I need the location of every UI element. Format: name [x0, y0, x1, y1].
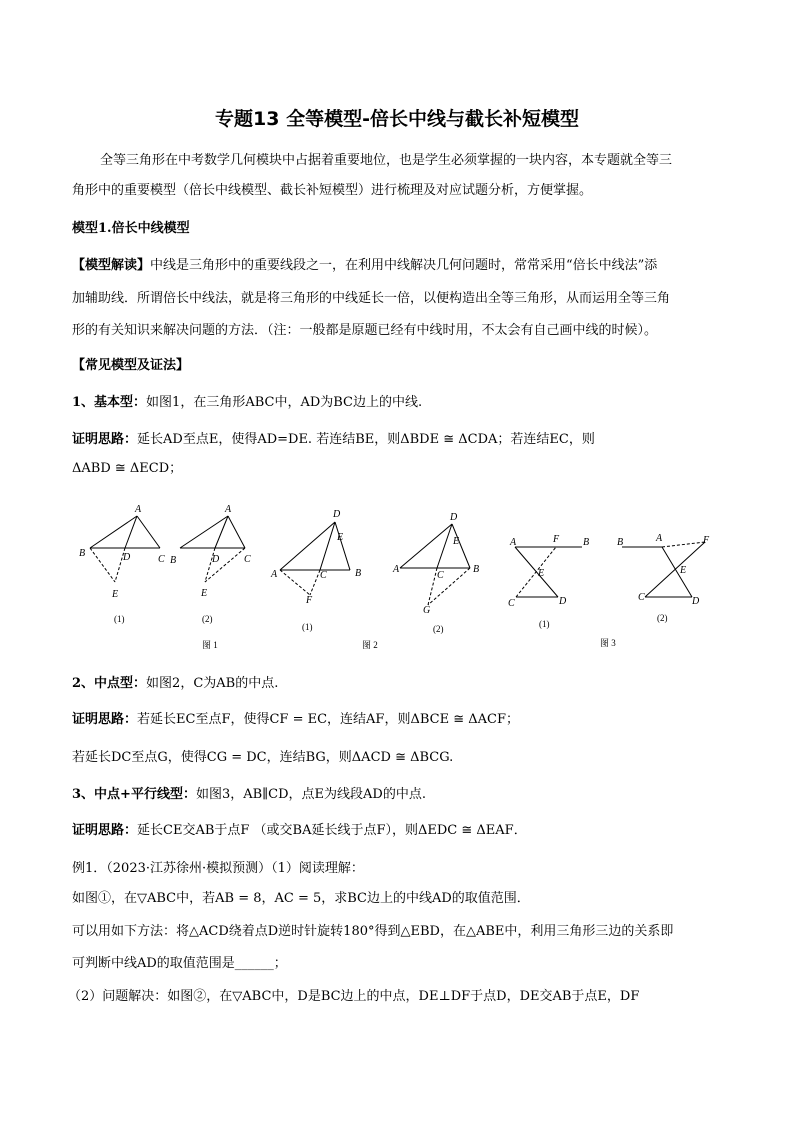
midpoint-type-line — [72, 675, 278, 693]
model-explain-line-1 — [72, 257, 657, 275]
svg-text:A: A — [271, 569, 278, 580]
intro-line-2: 角形中的重要模型（倍长中线模型、截长补短模型）进行梳理及对应试题分析，方便掌握。 — [72, 183, 593, 198]
basic-proof-line-1 — [72, 431, 595, 449]
parallel-proof-text: 延长CE交AB于点F （或交BA延长线于点F），则ΔEDC ≅ ΔEAF． — [137, 823, 527, 838]
model-explain-tag: 【模型解读】 — [72, 258, 151, 273]
svg-text:D: D — [333, 509, 341, 520]
fig3-sub1: (1) — [539, 619, 550, 629]
midpoint-proof-line-2: 若延长DC至点G，使得CG = DC，连结BG，则ΔACD ≅ ΔBCG. — [72, 750, 454, 765]
svg-text:E: E — [201, 588, 208, 599]
svg-text:C: C — [158, 554, 165, 565]
example-line-4: （2）问题解决：如图②，在▽ABC中，D是BC边上的中点，DE⊥DF于点D，DE交AB于点E，DF — [68, 989, 640, 1004]
svg-text:F: F — [306, 595, 313, 606]
svg-text:C: C — [244, 554, 251, 565]
svg-text:D: D — [450, 512, 458, 523]
svg-text:E: E — [538, 568, 545, 579]
svg-text:G: G — [423, 605, 431, 616]
parallel-type-line — [72, 786, 426, 804]
basic-proof-line-2: ΔABD ≅ ΔECD； — [72, 461, 183, 476]
svg-text:F: F — [553, 534, 560, 545]
common-models-heading: 【常见模型及证法】 — [72, 358, 190, 373]
model-explain-line-2: 加辅助线．所谓倍长中线法，就是将三角形的中线延长一倍，以便构造出全等三角形，从而运用全等三角 — [72, 291, 671, 306]
svg-text:D: D — [123, 552, 131, 563]
basic-type-line — [72, 394, 422, 412]
svg-text:B: B — [170, 555, 177, 566]
example-line-2: 可以用如下方法：将△ACD绕着点D逆时针旋转180°得到△EBD，在△ABE中，利用三角形三边的关系即 — [72, 924, 674, 939]
midpoint-type-text: 如图2，C为AB的中点. — [146, 676, 279, 691]
svg-text:B: B — [583, 537, 590, 548]
svg-text:E: E — [112, 589, 119, 600]
fig2-sub2: (2) — [433, 624, 444, 634]
svg-text:E: E — [680, 565, 687, 576]
model-figures — [0, 495, 794, 660]
model-explain-line-3: 形的有关知识来解决问题的方法．（注：一般都是原题已经有中线时用，不太会有自己画中线的时候）。 — [72, 323, 658, 338]
svg-text:B: B — [617, 537, 624, 548]
fig1-sub2: (2) — [202, 614, 213, 624]
svg-text:B: B — [79, 548, 86, 559]
fig3-caption: 图 3 — [600, 638, 616, 648]
parallel-type-text: 如图3，AB∥CD，点E为线段AD的中点. — [195, 787, 426, 802]
parallel-proof-line — [72, 822, 527, 840]
example-line-3: 可判断中线AD的取值范围是______； — [72, 956, 287, 971]
fig2-sub1: (1) — [302, 622, 313, 632]
fig2-caption: 图 2 — [362, 640, 378, 650]
svg-text:D: D — [692, 596, 700, 607]
model-explain-text: 中线是三角形中的重要线段之一，在利用中线解决几何问题时，常常采用“倍长中线法”添 — [150, 258, 658, 273]
svg-text:E: E — [453, 536, 460, 547]
midpoint-type-label: 2、中点型： — [72, 676, 147, 691]
midpoint-proof-text: 若延长EC至点F，使得CF = EC，连结AF，则ΔBCE ≅ ΔACF； — [137, 712, 519, 727]
parallel-proof-label: 证明思路： — [72, 823, 138, 838]
model1-heading: 模型1.倍长中线模型 — [72, 221, 190, 236]
fig3-sub2: (2) — [657, 613, 668, 623]
example-heading: 例1．（2023·江苏徐州·模拟预测）（1）阅读理解： — [72, 861, 364, 876]
svg-text:D: D — [212, 554, 220, 565]
svg-text:D: D — [559, 596, 567, 607]
svg-text:A: A — [225, 504, 232, 515]
svg-text:A: A — [393, 564, 400, 575]
svg-text:C: C — [638, 592, 645, 603]
basic-type-label: 1、基本型： — [72, 395, 147, 410]
svg-text:E: E — [337, 532, 344, 543]
parallel-type-label: 3、中点+平行线型： — [72, 787, 196, 802]
svg-text:B: B — [355, 568, 362, 579]
page-title: 专题13 全等模型-倍长中线与截长补短模型 — [215, 108, 579, 130]
basic-proof-label: 证明思路： — [72, 432, 138, 447]
basic-proof-text: 延长AD至点E，使得AD=DE. 若连结BE，则ΔBDE ≅ ΔCDA；若连结EC，则 — [137, 432, 595, 447]
midpoint-proof-line-1 — [72, 711, 519, 729]
svg-text:A: A — [135, 504, 142, 515]
svg-text:A: A — [510, 537, 517, 548]
basic-type-text: 如图1，在三角形ABC中，AD为BC边上的中线. — [146, 395, 423, 410]
svg-text:C: C — [508, 598, 515, 609]
svg-text:A: A — [656, 533, 663, 544]
svg-text:B: B — [473, 564, 480, 575]
svg-text:F: F — [703, 535, 710, 546]
fig1-sub1: (1) — [114, 614, 125, 624]
intro-line-1: 全等三角形在中考数学几何模块中占据着重要地位，也是学生必须掌握的一块内容，本专题就全等三 — [100, 153, 673, 168]
svg-text:C: C — [437, 570, 444, 581]
svg-text:C: C — [320, 570, 327, 581]
fig1-caption: 图 1 — [202, 640, 218, 650]
midpoint-proof-label: 证明思路： — [72, 712, 138, 727]
example-line-1: 如图①，在▽ABC中，若AB = 8，AC = 5，求BC边上的中线AD的取值范围． — [72, 891, 530, 906]
